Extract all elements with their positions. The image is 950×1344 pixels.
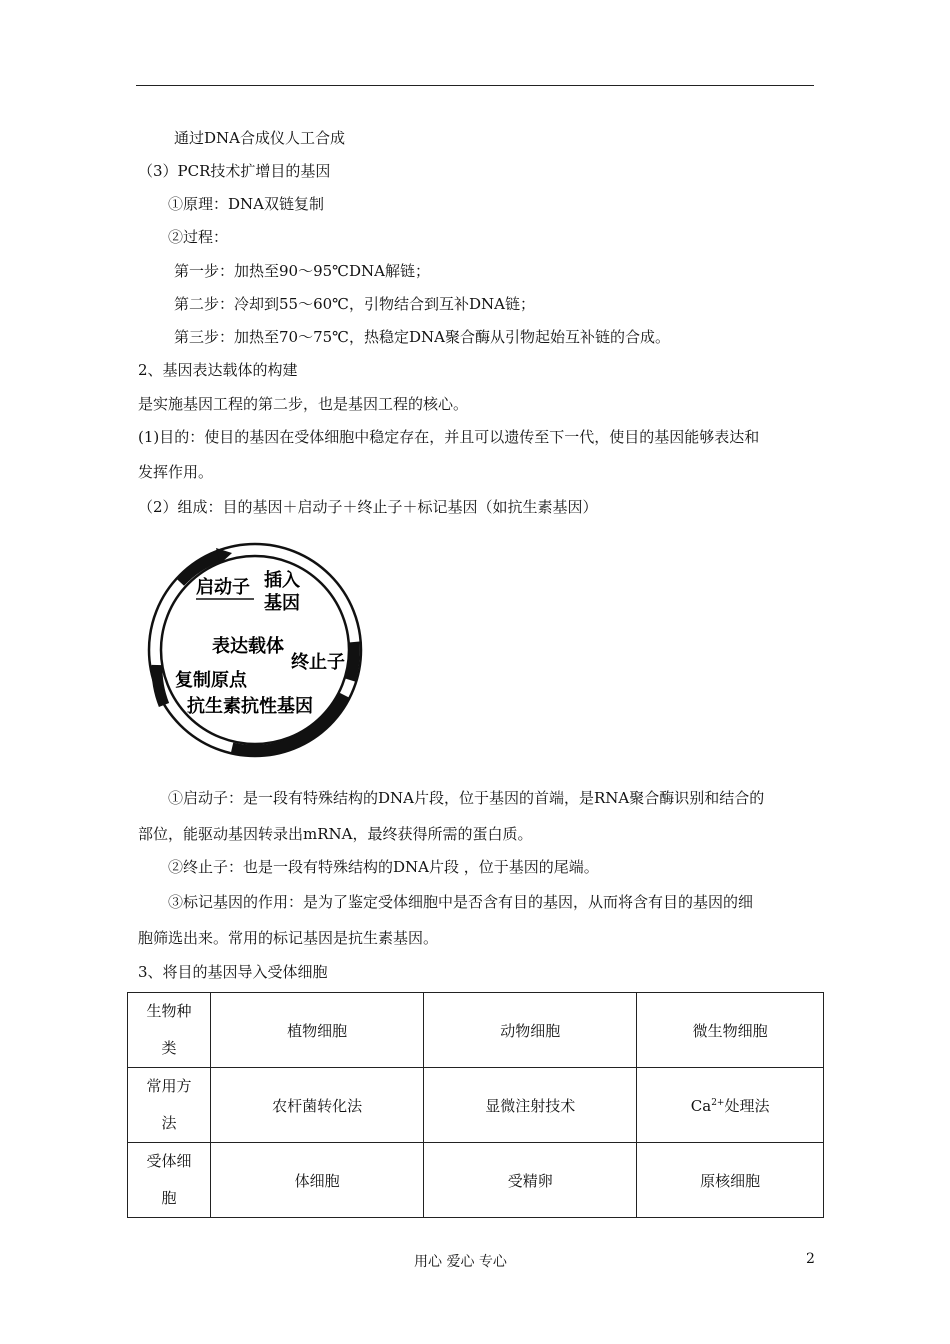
text-line: 胞筛选出来。常用的标记基因是抗生素基因。 <box>138 929 439 947</box>
table-row <box>128 1068 824 1143</box>
section-heading: 2、基因表达载体的构建 <box>138 361 298 379</box>
text-line: 部位，能驱动基因转录出mRNA，最终获得所需的蛋白质。 <box>138 825 533 843</box>
text-line: 第一步：加热至90～95℃DNA解链； <box>174 262 430 280</box>
origin-label: 复制原点 <box>175 670 247 691</box>
table-cell: 体细胞 <box>211 1143 424 1218</box>
text-line: ②过程： <box>168 228 229 246</box>
table-cell: 植物细胞 <box>211 993 424 1068</box>
table-cell: 原核细胞 <box>637 1143 824 1218</box>
section-heading: 3、将目的基因导入受体细胞 <box>138 963 328 981</box>
table-cell: 微生物细胞 <box>637 993 824 1068</box>
text-line: 发挥作用。 <box>138 463 214 481</box>
text-line: 第二步：冷却到55～60℃，引物结合到互补DNA链； <box>174 295 535 313</box>
table-cell: 农杆菌转化法 <box>211 1068 424 1143</box>
text-line: ①原理：DNA双链复制 <box>168 195 324 213</box>
table-cell: 显微注射技术 <box>424 1068 637 1143</box>
row-header: 常用方 法 <box>128 1068 211 1143</box>
text-line: （3）PCR技术扩增目的基因 <box>138 162 331 180</box>
text-line: ③标记基因的作用：是为了鉴定受体细胞中是否含有目的基因，从而将含有目的基因的细 <box>168 893 754 911</box>
vector-ring-figure <box>140 540 370 766</box>
resistance-label: 抗生素抗性基因 <box>187 696 313 717</box>
text-line: 通过DNA合成仪人工合成 <box>174 129 345 147</box>
terminator-label: 终止子 <box>291 652 345 673</box>
table-cell: 动物细胞 <box>424 993 637 1068</box>
insert-label: 基因 <box>264 593 300 614</box>
text-line: （2）组成：目的基因＋启动子＋终止子＋标记基因（如抗生素基因） <box>138 498 598 516</box>
table-row <box>128 993 824 1068</box>
vector-center-label: 表达载体 <box>212 636 284 657</box>
promoter-label: 启动子 <box>196 577 250 598</box>
insert-label: 插入 <box>264 570 300 591</box>
terminator-segment <box>350 642 354 680</box>
text-line: 第三步：加热至70～75℃，热稳定DNA聚合酶从引物起始互补链的合成。 <box>174 328 670 346</box>
header-rule <box>136 85 814 86</box>
text-line: ①启动子：是一段有特殊结构的DNA片段，位于基因的首端，是RNA聚合酶识别和结合的 <box>168 789 765 807</box>
expression-vector-diagram <box>140 540 370 766</box>
text-line: 是实施基因工程的第二步，也是基因工程的核心。 <box>138 395 469 413</box>
page-number: 2 <box>806 1251 815 1267</box>
footer-motto: 用心 爱心 专心 <box>414 1254 507 1270</box>
text-line: ②终止子：也是一段有特殊结构的DNA片段 ，位于基因的尾端。 <box>168 858 599 876</box>
gene-transfer-table <box>127 992 824 1218</box>
row-header: 受体细 胞 <box>128 1143 211 1218</box>
table-cell: $Ca^{2+}$处理法 <box>637 1068 824 1143</box>
table-row <box>128 1143 824 1218</box>
row-header: 生物种 类 <box>128 993 211 1068</box>
text-line: (1)目的：使目的基因在受体细胞中稳定存在，并且可以遗传至下一代，使目的基因能够表达和 <box>138 428 760 446</box>
table-cell: 受精卵 <box>424 1143 637 1218</box>
